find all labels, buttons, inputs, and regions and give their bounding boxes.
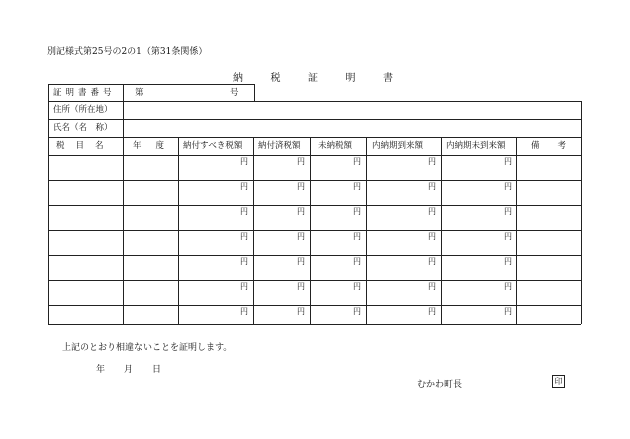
table-rule xyxy=(48,230,581,231)
currency-unit: 円 xyxy=(297,182,305,191)
title-char: 証 xyxy=(308,73,318,84)
currency-unit: 円 xyxy=(353,257,361,266)
table-rule xyxy=(581,101,582,324)
currency-unit: 円 xyxy=(353,282,361,291)
currency-unit: 円 xyxy=(240,232,248,241)
currency-unit: 円 xyxy=(428,207,436,216)
currency-unit: 円 xyxy=(428,282,436,291)
table-rule xyxy=(48,180,581,181)
table-rule xyxy=(441,137,442,324)
table-rule xyxy=(123,137,124,324)
currency-unit: 円 xyxy=(240,182,248,191)
currency-unit: 円 xyxy=(240,257,248,266)
currency-unit: 円 xyxy=(353,182,361,191)
currency-unit: 円 xyxy=(504,282,512,291)
currency-unit: 円 xyxy=(504,182,512,191)
certification-statement: 上記のとおり相違ないことを証明します。 xyxy=(62,343,233,353)
table-rule xyxy=(48,155,581,156)
table-rule xyxy=(366,137,367,324)
currency-unit: 円 xyxy=(428,232,436,241)
table-rule xyxy=(48,324,581,325)
column-header: 備考 xyxy=(531,141,585,151)
currency-unit: 円 xyxy=(353,307,361,316)
table-rule xyxy=(48,84,49,324)
currency-unit: 円 xyxy=(297,257,305,266)
column-header: 内納期未到来額 xyxy=(446,141,506,151)
currency-unit: 円 xyxy=(428,157,436,166)
currency-unit: 円 xyxy=(297,307,305,316)
table-rule xyxy=(178,137,179,324)
currency-unit: 円 xyxy=(428,257,436,266)
table-rule xyxy=(516,137,517,324)
currency-unit: 円 xyxy=(240,157,248,166)
table-rule xyxy=(253,137,254,324)
currency-unit: 円 xyxy=(240,282,248,291)
table-rule xyxy=(123,84,124,101)
table-rule xyxy=(254,84,255,101)
table-rule xyxy=(310,137,311,324)
name-label: 氏名（名 称） xyxy=(53,123,113,133)
table-rule xyxy=(48,305,581,306)
issuer-name: むかわ町長 xyxy=(417,380,463,390)
table-rule xyxy=(48,255,581,256)
address-label: 住所（所在地） xyxy=(53,105,113,115)
seal-mark: 印 xyxy=(552,375,565,388)
column-header: 納付すべき税額 xyxy=(183,141,243,151)
table-rule xyxy=(48,137,581,138)
currency-unit: 円 xyxy=(353,232,361,241)
date-month-label: 月 xyxy=(124,365,134,375)
form-note: 別記様式第25号の2の1（第31条関係） xyxy=(47,47,208,57)
currency-unit: 円 xyxy=(240,207,248,216)
currency-unit: 円 xyxy=(504,307,512,316)
table-rule xyxy=(48,205,581,206)
column-header: 未納税額 xyxy=(318,141,353,151)
column-header: 年度 xyxy=(133,141,179,151)
currency-unit: 円 xyxy=(297,282,305,291)
currency-unit: 円 xyxy=(297,207,305,216)
cert-number-suffix: 号 xyxy=(230,88,239,98)
column-header: 税目名 xyxy=(56,141,115,151)
currency-unit: 円 xyxy=(504,157,512,166)
currency-unit: 円 xyxy=(428,307,436,316)
currency-unit: 円 xyxy=(504,207,512,216)
table-rule xyxy=(48,119,581,120)
table-rule xyxy=(48,101,581,102)
currency-unit: 円 xyxy=(504,257,512,266)
document-title xyxy=(233,69,393,84)
title-char: 納 xyxy=(233,73,243,84)
title-char: 税 xyxy=(270,73,281,84)
currency-unit: 円 xyxy=(353,207,361,216)
date-day-label: 日 xyxy=(152,365,162,375)
title-char: 明 xyxy=(345,73,356,84)
column-header: 内納期到来額 xyxy=(372,141,424,151)
table-rule xyxy=(48,280,581,281)
currency-unit: 円 xyxy=(297,232,305,241)
table-rule xyxy=(48,84,254,85)
date-year-label: 年 xyxy=(96,365,106,375)
currency-unit: 円 xyxy=(353,157,361,166)
currency-unit: 円 xyxy=(240,307,248,316)
currency-unit: 円 xyxy=(428,182,436,191)
column-header: 納付済税額 xyxy=(258,141,301,151)
cert-number-label: 証明書番号 xyxy=(53,88,116,98)
title-char: 書 xyxy=(383,73,393,84)
currency-unit: 円 xyxy=(504,232,512,241)
table-rule xyxy=(123,101,124,137)
cert-number-prefix: 第 xyxy=(135,88,144,98)
currency-unit: 円 xyxy=(297,157,305,166)
